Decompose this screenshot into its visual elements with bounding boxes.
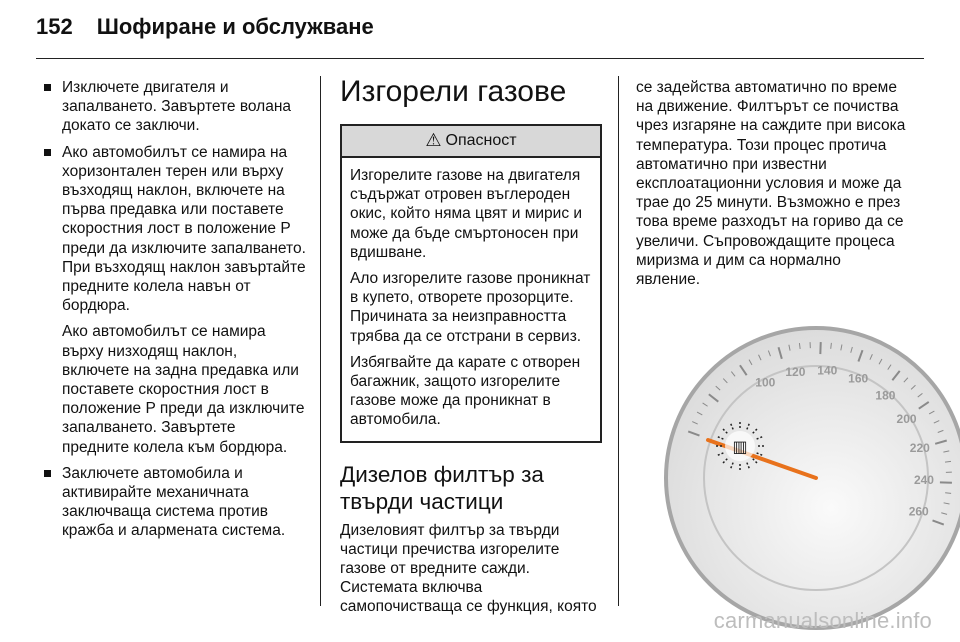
gauge-label: 260 — [908, 504, 929, 519]
gauge-label: 140 — [817, 363, 838, 378]
instruction-list — [44, 78, 306, 315]
gauge-label: 120 — [785, 364, 806, 379]
section-heading: Изгорели газове — [340, 75, 567, 108]
list-item: Заключете автомобила и активирайте механичната заключваща система против кражба и алармената система. — [44, 464, 306, 541]
gauge-label: 220 — [909, 441, 930, 456]
danger-box — [340, 124, 602, 443]
danger-paragraph: Ало изгорелите газове проникнат в купето, отворете прозорците. Причината за неизправността трябва да се отстрани в сервиз. — [350, 270, 591, 345]
downhill-paragraph: Ако автомобилът се намира върху низходящ наклон, включете на задна предавка или поставете скоростния лост в положение P преди да изключите запалването. Завъртете предните колела към бордюра. — [62, 323, 305, 456]
dpf-paragraph: Дизеловият филтър за твърди частици пречиства изгорелите газове от вредните сажди. Системата включва самопочистваща се функция, която — [340, 521, 597, 616]
column-divider-1 — [320, 76, 321, 606]
danger-paragraph: Изгорелите газове на двигателя съдържат отровен въглероден окис, който няма цвят и мирис и може да бъде смъртоносен при вдишване. — [350, 167, 583, 261]
gauge-label: 200 — [896, 412, 917, 427]
subsection-heading: Дизелов филтър за твърди частици — [340, 461, 544, 514]
watermark: carmanualsonline.info — [713, 608, 932, 633]
gauge-label: 100 — [755, 375, 776, 390]
gauge-label: 160 — [848, 371, 869, 386]
dpf-continued-paragraph: се задейства автоматично по време на движение. Филтърът се почиства чрез изгаряне на саждите при висока температура. Този процес протича автоматично при известни експлоатационни условия и може да трае до 25 минути. Възможно е през това време разходът на гориво да се увеличи. Съпровождащите процеса миризма и дим са нормално явление. — [636, 79, 906, 289]
instruction-list-2 — [44, 464, 306, 541]
danger-box-body — [342, 158, 600, 441]
danger-box-header — [342, 126, 600, 158]
header-divider — [36, 58, 924, 59]
column-1 — [44, 78, 306, 548]
danger-title: Опасност — [445, 132, 517, 150]
page-header — [36, 14, 374, 46]
gauge-label: 240 — [913, 472, 934, 487]
gauge-label: 180 — [875, 388, 896, 403]
column-divider-2 — [618, 76, 619, 606]
danger-paragraph: Избягвайте да карате с отворен багажник, защото изгорелите газове може да проникнат в автомобила. — [350, 353, 581, 429]
list-item: Ако автомобилът се намира на хоризонтален терен или върху възходящ наклон, включете на първа предавка или поставете скоростния лост в положение P преди да изключите запалването. При възходящ наклон завъртайте предните колела навън от бордюра. — [44, 143, 306, 316]
column-3 — [636, 78, 908, 289]
svg-text:▥: ▥ — [732, 437, 748, 456]
speedometer-illustration — [636, 318, 934, 530]
list-item: Изключете двигателя и запалването. Завъртете волана докато се заключи. — [44, 78, 306, 136]
warning-triangle-icon: ⚠ — [425, 130, 442, 151]
gauge-tick — [831, 343, 832, 349]
page-title: Шофиране и обслужване — [96, 14, 374, 39]
column-2 — [340, 74, 602, 617]
page-number: 152 — [36, 14, 73, 39]
gauge-tick — [945, 493, 951, 494]
